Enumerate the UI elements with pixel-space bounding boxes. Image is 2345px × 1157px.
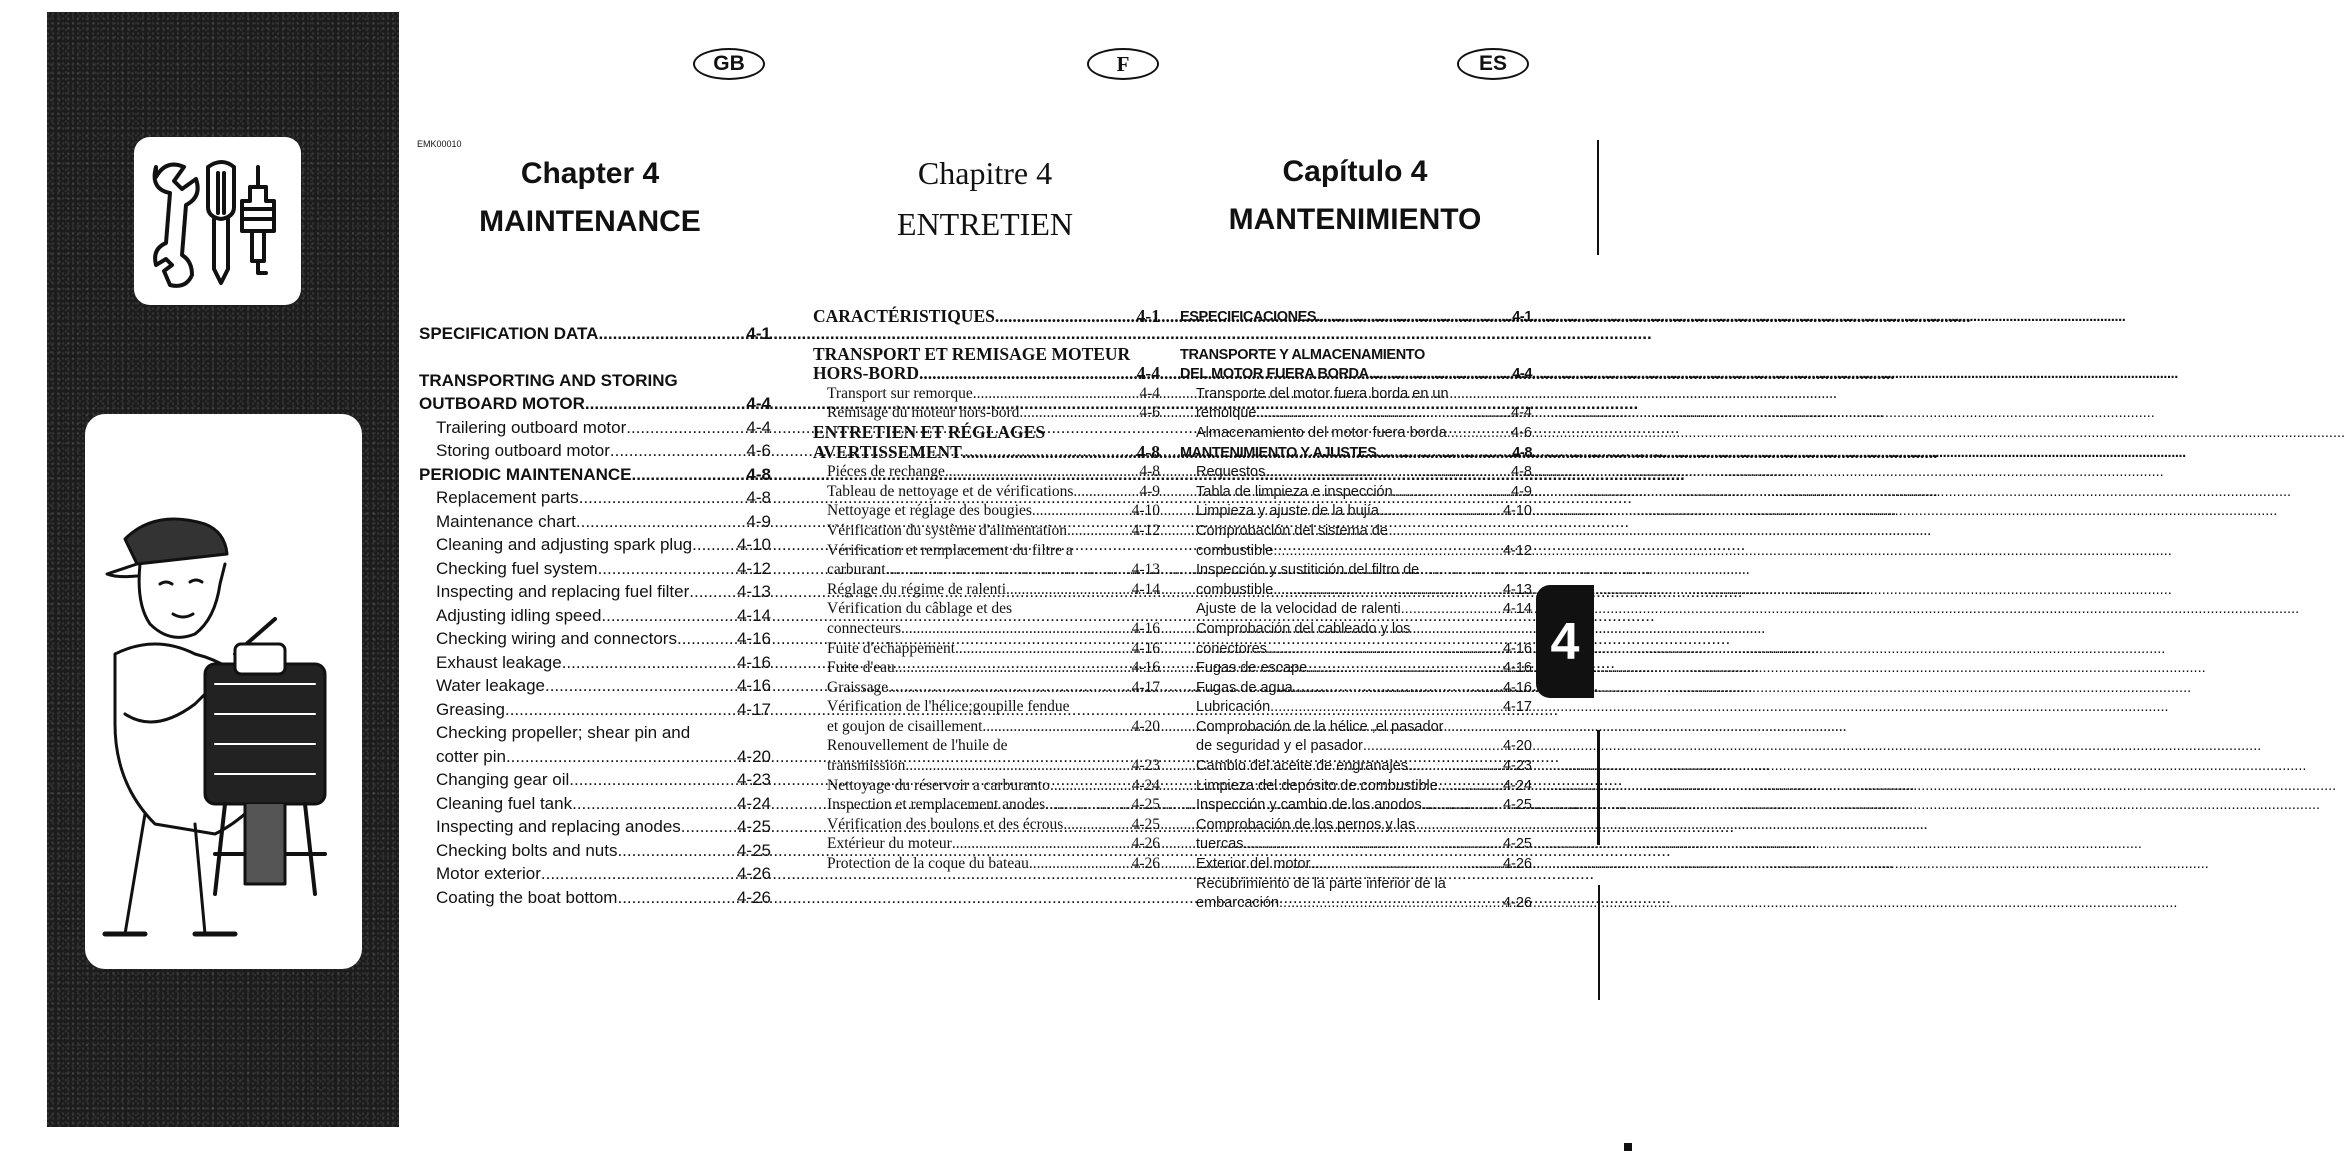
- toc-entry[interactable]: Vérification et remplacement du filtre a: [827, 541, 1073, 559]
- chapter-title: ENTRETIEN: [897, 206, 1073, 242]
- toc-entry[interactable]: OUTBOARD MOTOR ..... 4-4: [419, 392, 771, 416]
- toc-entry[interactable]: Vérification du câblage et des: [827, 600, 1013, 618]
- chapter-title: MAINTENANCE: [479, 205, 701, 238]
- toc-entry[interactable]: Checking propeller; shear pin and: [436, 723, 691, 742]
- toc-entry[interactable]: Almacenamiento del motor fuera borda ..... 4-6: [1180, 424, 1532, 444]
- chapter-number: Chapter 4: [520, 157, 660, 190]
- language-badge-f: F: [1087, 48, 1159, 80]
- edge-mark: [1597, 730, 1600, 845]
- toc-entry[interactable]: Comprobación del cableado y los: [1196, 620, 1411, 637]
- toc-entry[interactable]: Inspecting and replacing fuel filter ..... 4-13: [419, 580, 771, 604]
- chapter-heading-gb: [440, 157, 740, 239]
- toc-entry[interactable]: Piéces de rechange ..... 4-8: [813, 462, 1160, 482]
- toc-entry[interactable]: TRANSPORT ET REMISAGE MOTEUR: [813, 343, 1131, 364]
- toc-entry[interactable]: Maintenance chart ..... 4-9: [419, 510, 771, 534]
- toc-entry[interactable]: Motor exterior ..... 4-26: [419, 862, 771, 886]
- language-badge-es: ES: [1457, 48, 1529, 80]
- chapter-number: Chapitre 4: [917, 155, 1053, 191]
- toc-entry[interactable]: combustible ..... 4-13: [1180, 581, 1532, 601]
- toc-entry[interactable]: Inspección y sustitición del filtro de: [1196, 562, 1420, 579]
- toc-entry[interactable]: PERIODIC MAINTENANCE ..... 4-8: [419, 463, 771, 487]
- toc-entry[interactable]: cotter pin ..... 4-20: [419, 745, 771, 769]
- toc-entry[interactable]: Checking bolts and nuts ..... 4-25: [419, 839, 771, 863]
- toc-entry[interactable]: Vérification du système d'alimentation ..... 4-12: [813, 521, 1160, 541]
- toc-entry[interactable]: DEL MOTOR FUERA BORDA ..... 4-4: [1180, 365, 1532, 385]
- toc-entry[interactable]: Transport sur remorque ..... 4-4: [813, 384, 1160, 404]
- toc-entry[interactable]: TRANSPORTING AND STORING: [419, 370, 678, 390]
- edge-mark: [1598, 885, 1600, 1000]
- toc-entry[interactable]: Graissage ..... 4-17: [813, 678, 1160, 698]
- toc-entry[interactable]: Nettoyage du réservoir a carburanto ..... 4-24: [813, 776, 1160, 796]
- toc-entry[interactable]: et goujon de cisaillement ..... 4-20: [813, 717, 1160, 737]
- side-panel: [47, 12, 399, 1127]
- toc-entry[interactable]: Réglage du régime de ralenti ..... 4-14: [813, 580, 1160, 600]
- toc-entry[interactable]: Vérification de l'hélice;goupille fendue: [827, 698, 1070, 716]
- mechanic-illustration: [85, 414, 362, 969]
- toc-entry[interactable]: Comprobación de los pernos y las: [1196, 816, 1416, 833]
- toc-entry[interactable]: Cleaning fuel tank ..... 4-24: [419, 792, 771, 816]
- toc-entry[interactable]: Renouvellement de l'huile de: [827, 737, 1008, 755]
- toc-entry[interactable]: SPECIFICATION DATA ..... 4-1: [419, 322, 771, 346]
- toc-entry[interactable]: Vérification des boulons et des écrous ..... 4-25: [813, 815, 1160, 835]
- toc-entry[interactable]: Requestos ..... 4-8: [1180, 463, 1532, 483]
- toc-entry[interactable]: Changing gear oil ..... 4-23: [419, 768, 771, 792]
- toc-entry[interactable]: AVERTISSEMENT ..... 4-8: [813, 443, 1160, 463]
- toc-entry[interactable]: Fuite d'eau ..... 4-16: [813, 658, 1160, 678]
- toc-entry[interactable]: Transporte del motor fuera borda en un: [1196, 385, 1449, 402]
- toc-entry[interactable]: Exhaust leakage ..... 4-16: [419, 651, 771, 675]
- toc-entry[interactable]: Cambio del aceite de engranajes ..... 4-23: [1180, 757, 1532, 777]
- toc-entry[interactable]: Tableau de nettoyage et de vérifications ..... 4-9: [813, 482, 1160, 502]
- toc-entry[interactable]: CARACTÉRISTIQUES ..... 4-1: [813, 307, 1160, 327]
- tools-icon: [134, 137, 301, 305]
- toc-entry[interactable]: Lubricación ..... 4-17: [1180, 698, 1532, 718]
- chapter-heading-es: [1205, 155, 1505, 237]
- toc-entry[interactable]: Coating the boat bottom ..... 4-26: [419, 886, 771, 910]
- toc-entry[interactable]: combustible ..... 4-12: [1180, 542, 1532, 562]
- toc-entry[interactable]: transmission ..... 4-23: [813, 756, 1160, 776]
- toc-entry[interactable]: Inspection et remplacement anodes ..... 4-25: [813, 795, 1160, 815]
- toc-entry[interactable]: Limpieza y ajuste de la bujía ..... 4-10: [1180, 502, 1532, 522]
- toc-entry[interactable]: remolque ..... 4-4: [1180, 404, 1532, 424]
- chapter-title: MANTENIMIENTO: [1228, 203, 1482, 236]
- toc-entry[interactable]: Cleaning and adjusting spark plug ..... 4-10: [419, 533, 771, 557]
- language-badge-gb: GB: [693, 48, 765, 80]
- toc-entry[interactable]: Limpieza del depósito de combustible ..... 4-24: [1180, 777, 1532, 797]
- toc-entry[interactable]: ENTRETIEN ET RÉGLAGES: [813, 421, 1046, 442]
- toc-entry[interactable]: Replacement parts ..... 4-8: [419, 486, 771, 510]
- toc-entry[interactable]: Extérieur du moteur ..... 4-26: [813, 834, 1160, 854]
- toc-entry[interactable]: Greasing ..... 4-17: [419, 698, 771, 722]
- toc-entry[interactable]: conectores ..... 4-16: [1180, 640, 1532, 660]
- toc-entry[interactable]: tuercas ..... 4-25: [1180, 835, 1532, 855]
- toc-spanish: [1180, 308, 1532, 914]
- toc-entry[interactable]: Fugas de agua ..... 4-16: [1180, 679, 1532, 699]
- page-mark: [1624, 1143, 1632, 1151]
- toc-entry[interactable]: Water leakage ..... 4-16: [419, 674, 771, 698]
- toc-entry[interactable]: Fugas de escape ..... 4-16: [1180, 659, 1532, 679]
- toc-entry[interactable]: Ajuste de la velocidad de ralenti ..... 4-14: [1180, 600, 1532, 620]
- toc-entry[interactable]: Nettoyage et réglage des bougies ..... 4-10: [813, 501, 1160, 521]
- toc-entry[interactable]: carburant ..... 4-13: [813, 560, 1160, 580]
- toc-entry[interactable]: embarcación ..... 4-26: [1180, 894, 1532, 914]
- toc-entry[interactable]: Remisage du moteur hors-bord ..... 4-6: [813, 403, 1160, 423]
- toc-entry[interactable]: Checking fuel system ..... 4-12: [419, 557, 771, 581]
- toc-entry[interactable]: Adjusting idling speed ..... 4-14: [419, 604, 771, 628]
- toc-entry[interactable]: ESPECIFICACIONES ..... 4-1: [1180, 308, 1532, 328]
- toc-entry[interactable]: Trailering outboard motor ..... 4-4: [419, 416, 771, 440]
- toc-french: [813, 307, 1160, 874]
- toc-entry[interactable]: de seguridad y el pasador ..... 4-20: [1180, 737, 1532, 757]
- document-code: EMK00010: [417, 139, 462, 149]
- toc-english: [419, 322, 771, 909]
- toc-entry[interactable]: Tabla de limpieza e inspección ..... 4-9: [1180, 483, 1532, 503]
- edge-mark: [1597, 140, 1599, 255]
- toc-entry[interactable]: Exterior del motor ..... 4-26: [1180, 855, 1532, 875]
- toc-entry[interactable]: Checking wiring and connectors ..... 4-16: [419, 627, 771, 651]
- chapter-heading-f: [835, 155, 1135, 243]
- toc-entry[interactable]: Recubrimiento de la parte inferior de la: [1196, 875, 1446, 892]
- chapter-tab[interactable]: 4: [1536, 585, 1594, 698]
- toc-entry[interactable]: Storing outboard motor ..... 4-6: [419, 439, 771, 463]
- toc-entry[interactable]: connecteurs ..... 4-16: [813, 619, 1160, 639]
- toc-entry[interactable]: Inspección y cambio de los anodos ..... 4-25: [1180, 796, 1532, 816]
- toc-entry[interactable]: Fuite d'echappement ..... 4-16: [813, 639, 1160, 659]
- toc-entry[interactable]: Protection de la coque du bateau ..... 4-26: [813, 854, 1160, 874]
- toc-entry[interactable]: Comprobación de la hélice ,el pasador: [1196, 718, 1444, 735]
- toc-entry[interactable]: MANTENIMIENTO Y AJUSTES ..... 4-8: [1180, 444, 1532, 464]
- toc-entry[interactable]: Inspecting and replacing anodes ..... 4-25: [419, 815, 771, 839]
- chapter-number: Capítulo 4: [1282, 155, 1428, 188]
- toc-entry[interactable]: HORS-BORD ..... 4-4: [813, 364, 1160, 384]
- toc-entry[interactable]: Comprobación del sistema de: [1196, 522, 1388, 539]
- toc-entry[interactable]: TRANSPORTE Y ALMACENAMIENTO: [1180, 346, 1425, 363]
